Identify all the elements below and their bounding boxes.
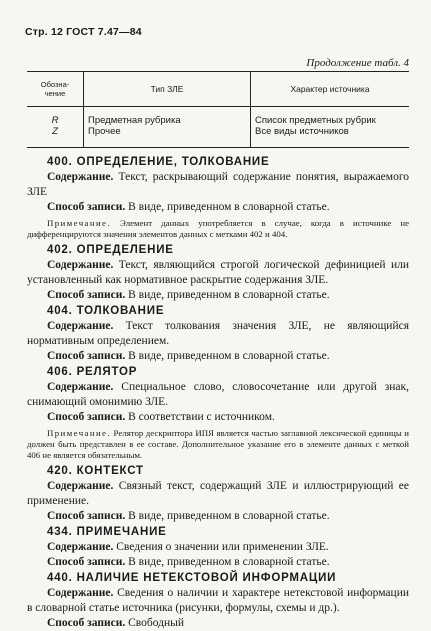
method-label: Способ записи.: [47, 201, 126, 213]
section-note: [27, 428, 409, 461]
section-content: [27, 540, 409, 555]
method-text: В соответствии с источником.: [128, 411, 275, 423]
method-label: Способ записи.: [47, 617, 126, 629]
section-method: [27, 349, 409, 364]
method-text: В виде, приведенном в словарной статье.: [128, 350, 330, 362]
section-method: [27, 509, 409, 524]
table-row: [27, 107, 409, 148]
section-content: [27, 380, 409, 410]
section-heading: 440. НАЛИЧИЕ НЕТЕКСТОВОЙ ИНФОРМАЦИИ: [47, 572, 337, 584]
table-cell-source: Список предметных рубрик Все виды источников: [251, 107, 410, 148]
section-heading: 434. ПРИМЕЧАНИЕ: [47, 526, 167, 538]
section-method: [27, 616, 409, 631]
note-label: Примечание.: [47, 218, 111, 228]
content-label: Содержание.: [47, 381, 114, 393]
content-text: Текст, являющийся строгой логической дефиницией или установленный как нормативное раскрытие содержания ЗЛЕ.: [27, 259, 410, 286]
section-method: [27, 555, 409, 570]
table-cell-code: R Z: [27, 107, 84, 148]
method-label: Способ записи.: [47, 289, 126, 301]
document-body: [27, 154, 409, 631]
method-label: Способ записи.: [47, 556, 126, 568]
method-text: В виде, приведенном в словарной статье.: [128, 289, 330, 301]
content-text: Специальное слово, словосочетание или другой знак, снимающий омонимию ЗЛЕ.: [27, 381, 409, 408]
section-heading: 404. ТОЛКОВАНИЕ: [47, 305, 165, 317]
column-header-code: Обозна- чение: [27, 72, 84, 107]
method-label: Способ записи.: [47, 411, 126, 423]
method-text: В виде, приведенном в словарной статье.: [128, 510, 330, 522]
table-header-row: [27, 72, 409, 107]
content-label: Содержание.: [47, 541, 114, 553]
section-method: [27, 410, 409, 425]
section-content: [27, 586, 409, 616]
section-method: [27, 200, 409, 215]
note-label: Примечание.: [47, 428, 111, 438]
page-header: Стр. 12 ГОСТ 7.47—84: [25, 26, 142, 38]
method-label: Способ записи.: [47, 510, 126, 522]
method-text: Свободный: [128, 617, 185, 629]
section-content: [27, 258, 409, 288]
section-heading: 402. ОПРЕДЕЛЕНИЕ: [47, 244, 174, 256]
note-text: Рeлятор дескриптора ИПЯ является частью заглавной лексической единицы и должен быть представлен в ее составе. Дополнительное указание его в элементе данных с меткой 406 не является обязательным.: [27, 428, 410, 460]
column-header-type: Тип ЗЛЕ: [84, 72, 251, 107]
section-heading: 400. ОПРЕДЕЛЕНИЕ, ТОЛКОВАНИЕ: [47, 156, 270, 168]
source-type-table: [27, 71, 409, 148]
content-text: Связный текст, содержащий ЗЛЕ и иллюстрирующий ее применение.: [27, 480, 409, 507]
content-label: Содержание.: [47, 587, 114, 599]
content-label: Содержание.: [47, 320, 114, 332]
section-content: [27, 479, 409, 509]
content-text: Текст толкования значения ЗЛЕ, не являющийся нормативным определением.: [27, 320, 409, 347]
content-label: Содержание.: [47, 171, 114, 183]
method-text: В виде, приведенном в словарной статье.: [128, 556, 330, 568]
method-text: В виде, приведенном в словарной статье.: [128, 201, 330, 213]
section-heading: 406. РЕЛЯТОР: [47, 366, 138, 378]
content-label: Содержание.: [47, 480, 114, 492]
column-header-source: Характер источника: [251, 72, 410, 107]
content-text: Текст, раскрывающий содержание понятия, выражаемого ЗЛЕ: [27, 171, 409, 198]
note-text: Элемент данных употребляется в случае, когда в источнике не дифференцируются значения элементов данных с метками 402 и 404.: [27, 218, 409, 239]
content-text: Сведения о значении или применении ЗЛЕ.: [116, 541, 329, 553]
method-label: Способ записи.: [47, 350, 126, 362]
table-continuation-label: Продолжение табл. 4: [306, 57, 409, 69]
section-method: [27, 288, 409, 303]
content-text: Сведения о наличии и характере нетекстовой информации в словарной статье источника (рисунки, формулы, схемы и др.).: [27, 587, 409, 614]
section-note: [27, 218, 409, 240]
section-content: [27, 170, 409, 200]
table-cell-type: Предметная рубрика Прочее: [84, 107, 251, 148]
section-heading: 420. КОНТЕКСТ: [47, 465, 144, 477]
content-label: Содержание.: [47, 259, 114, 271]
section-content: [27, 319, 409, 349]
